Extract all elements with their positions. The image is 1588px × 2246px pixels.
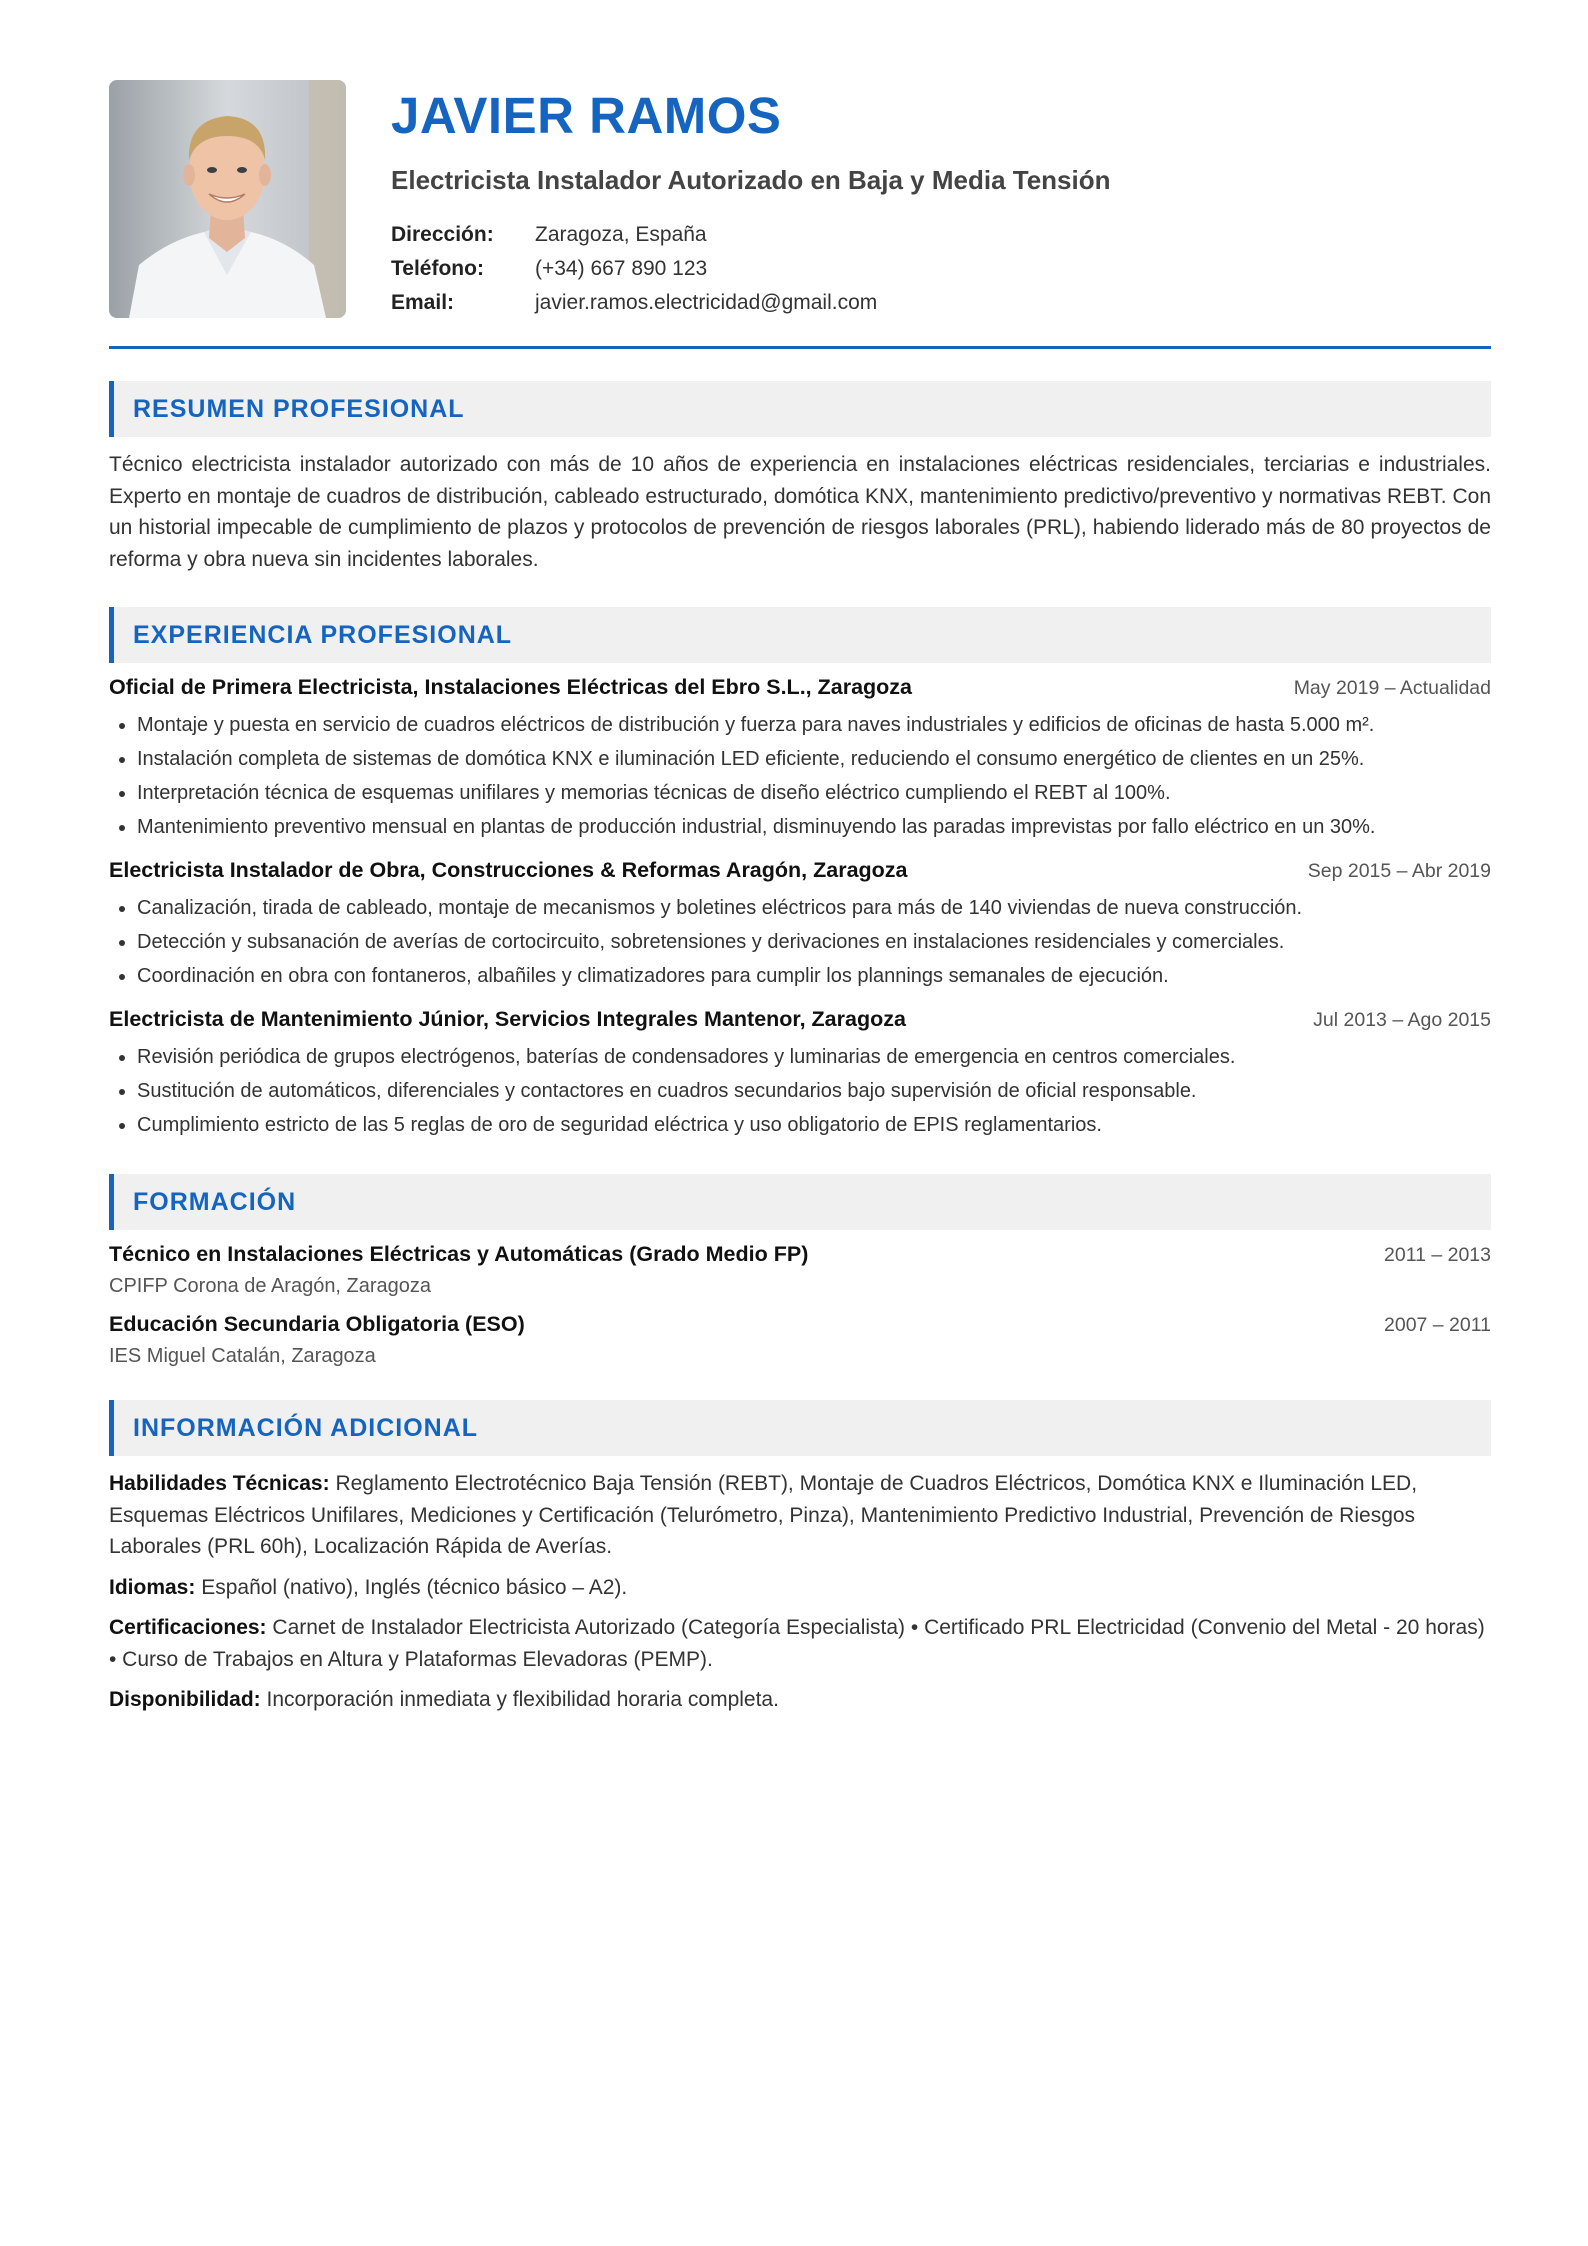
certifications-label: Certificaciones: (109, 1616, 267, 1640)
languages-label: Idiomas: (109, 1575, 196, 1599)
job-date: Sep 2015 – Abr 2019 (1307, 860, 1491, 883)
job-bullet: • Montaje y puesta en servicio de cuadros eléctricos de distribución y fuerza para naves industriales y edificios de oficinas de hasta 5.000 m². (137, 708, 1491, 742)
availability-paragraph (109, 1684, 1491, 1716)
section-title: INFORMACIÓN ADICIONAL (133, 1413, 479, 1442)
certifications-paragraph (109, 1612, 1491, 1675)
header-divider (109, 346, 1491, 349)
job-bullets (109, 1040, 1491, 1142)
job-bullet: • Coordinación en obra con fontaneros, albañiles y climatizadores para cumplir los plannings semanales de ejecución. (137, 959, 1491, 993)
job-date: May 2019 – Actualidad (1293, 677, 1491, 700)
skills-text: Reglamento Electrotécnico Baja Tensión (REBT), Montaje de Cuadros Eléctricos, Domótica KNX e Iluminación LED, Esquemas Eléctricos Unifilares, Mediciones y Certificación (Telurómetro, Pinza), Mantenimiento Predictivo Industrial, Prevención de Riesgos Laborales (PRL 60h), Localización Rápida de Averías. (109, 1472, 1418, 1559)
candidate-role: Electricista Instalador Autorizado en Baja y Media Tensión (391, 165, 1111, 195)
job-bullet: • Cumplimiento estricto de las 5 reglas de oro de seguridad eléctrica y uso obligatorio de EPIS reglamentarios. (137, 1108, 1491, 1142)
phone-value: (+34) 667 890 123 (535, 257, 708, 281)
education-entry (109, 1312, 1491, 1368)
section-title: FORMACIÓN (133, 1187, 297, 1216)
job-entry (109, 858, 1491, 993)
section-header-education (109, 1174, 1491, 1230)
job-date: Jul 2013 – Ago 2015 (1313, 1009, 1491, 1032)
job-bullet: • Mantenimiento preventivo mensual en plantas de producción industrial, disminuyendo las paradas imprevistas por fallo eléctrico en un 30%. (137, 810, 1491, 844)
candidate-name: JAVIER RAMOS (391, 87, 782, 144)
education-header (109, 1242, 1491, 1267)
contact-block (391, 218, 1111, 320)
phone-label: Teléfono: (391, 257, 484, 281)
languages-paragraph (109, 1572, 1491, 1604)
job-entry (109, 675, 1491, 844)
skills-label: Habilidades Técnicas: (109, 1472, 330, 1496)
summary-text: Técnico electricista instalador autorizado con más de 10 años de experiencia en instalaciones eléctricas residenciales, terciarias e industriales. Experto en montaje de cuadros de distribución, cableado estructurado, domótica KNX, mantenimiento predictivo/preventivo y normativas REBT. Con un historial impecable de cumplimiento de plazos y protocolos de prevención de riesgos laborales (PRL), habiendo liderado más de 80 proyectos de reforma y obra nueva sin incidentes laborales. (109, 453, 1491, 571)
job-header (109, 1007, 1491, 1032)
section-header-additional (109, 1400, 1491, 1456)
education-date: 2011 – 2013 (1384, 1244, 1491, 1267)
job-entry (109, 1007, 1491, 1142)
education-entry (109, 1242, 1491, 1298)
job-bullet: • Interpretación técnica de esquemas unifilares y memorias técnicas de diseño eléctrico cumpliendo el REBT al 100%. (137, 776, 1491, 810)
availability-label: Disponibilidad: (109, 1688, 261, 1712)
certifications-text: Carnet de Instalador Electricista Autorizado (Categoría Especialista) • Certificado PRL Electricidad (Convenio del Metal - 20 horas) • Curso de Trabajos en Altura y Plataformas Elevadoras (PEMP). (109, 1616, 1485, 1671)
section-header-summary (109, 381, 1491, 437)
job-header (109, 675, 1491, 700)
job-bullet: • Instalación completa de sistemas de domótica KNX e iluminación LED eficiente, reduciendo el consumo energético de clientes en un 25%. (137, 742, 1491, 776)
job-bullets (109, 891, 1491, 993)
education-degree: Técnico en Instalaciones Eléctricas y Automáticas (Grado Medio FP) (109, 1242, 809, 1267)
education-school: CPIFP Corona de Aragón, Zaragoza (109, 1275, 432, 1298)
education-header (109, 1312, 1491, 1337)
header-info (391, 80, 1111, 320)
contact-row-email (391, 286, 1111, 320)
address-label: Dirección: (391, 223, 494, 247)
skills-paragraph (109, 1468, 1491, 1563)
job-bullet: • Canalización, tirada de cableado, montaje de mecanismos y boletines eléctricos para más de 140 viviendas de nueva construcción. (137, 891, 1491, 925)
job-bullet: • Revisión periódica de grupos electrógenos, baterías de condensadores y luminarias de emergencia en centros comerciales. (137, 1040, 1491, 1074)
profile-photo (109, 80, 346, 318)
job-title: Electricista de Mantenimiento Júnior, Servicios Integrales Mantenor, Zaragoza (109, 1007, 906, 1032)
education-school: IES Miguel Catalán, Zaragoza (109, 1345, 376, 1368)
email-label: Email: (391, 291, 455, 315)
section-title: EXPERIENCIA PROFESIONAL (133, 620, 513, 649)
contact-row-phone (391, 252, 1111, 286)
contact-row-address (391, 218, 1111, 252)
education-degree: Educación Secundaria Obligatoria (ESO) (109, 1312, 525, 1337)
address-value: Zaragoza, España (535, 223, 707, 247)
education-date: 2007 – 2011 (1384, 1314, 1491, 1337)
job-bullets (109, 708, 1491, 844)
section-header-experience (109, 607, 1491, 663)
section-title: RESUMEN PROFESIONAL (133, 394, 465, 423)
job-header (109, 858, 1491, 883)
job-title: Electricista Instalador de Obra, Construcciones & Reformas Aragón, Zaragoza (109, 858, 908, 883)
job-bullet: • Detección y subsanación de averías de cortocircuito, sobretensiones y derivaciones en instalaciones residenciales y comerciales. (137, 925, 1491, 959)
resume-header (109, 80, 1491, 320)
languages-text: Español (nativo), Inglés (técnico básico – A2). (201, 1575, 628, 1599)
job-title: Oficial de Primera Electricista, Instalaciones Eléctricas del Ebro S.L., Zaragoza (109, 675, 912, 700)
email-value: javier.ramos.electricidad@gmail.com (535, 291, 878, 315)
availability-text: Incorporación inmediata y flexibilidad horaria completa. (266, 1688, 779, 1712)
additional-info (109, 1468, 1491, 1716)
job-bullet: • Sustitución de automáticos, diferenciales y contactores en cuadros secundarios bajo supervisión de oficial responsable. (137, 1074, 1491, 1108)
